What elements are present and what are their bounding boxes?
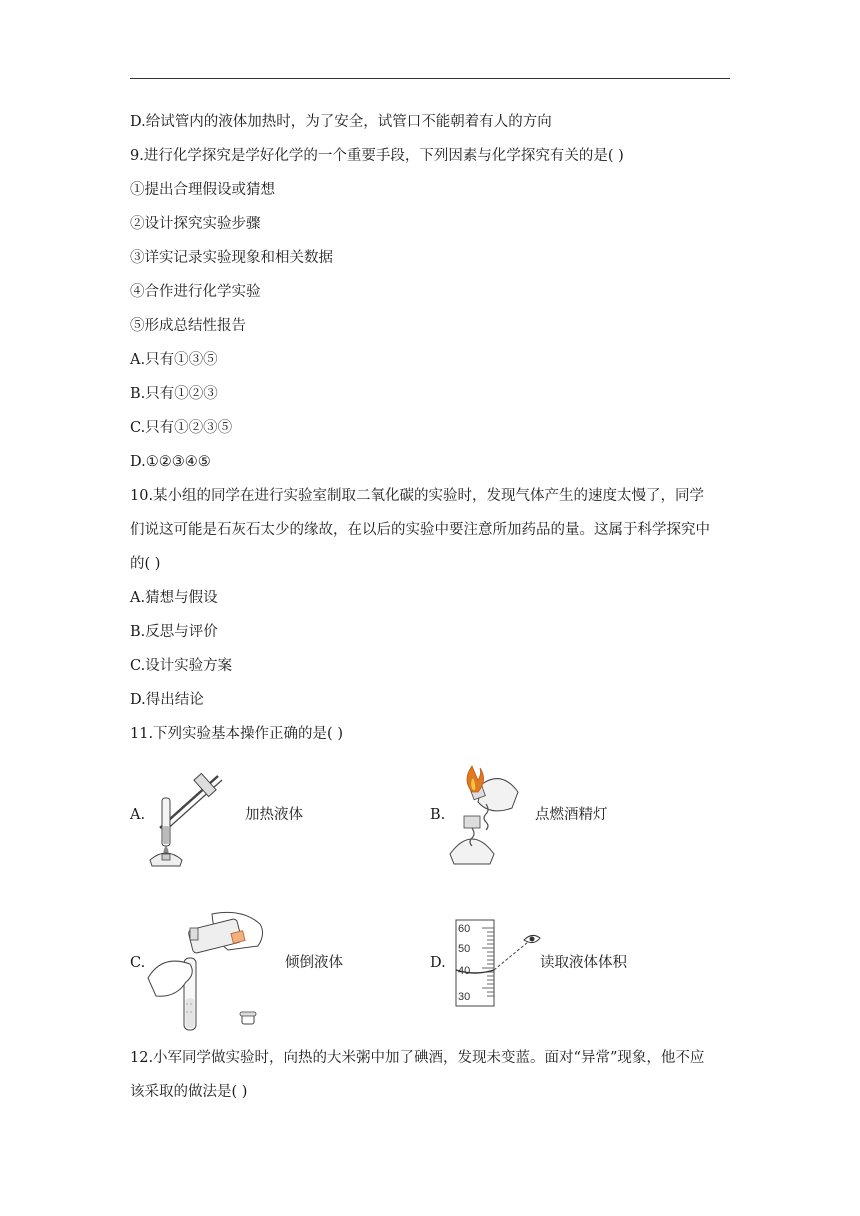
q12-stem-line-1: 12.小军同学做实验时，向热的大米粥中加了碘酒，发现未变蓝。面对“异常”现象，他不应: [130, 1050, 705, 1066]
q10-stem-line-2: 们说这可能是石灰石太少的缘故，在以后的实验中要注意所加药品的量。这属于科学探究中: [130, 522, 710, 538]
q10-option-a: A.猜想与假设: [130, 590, 218, 606]
q11-stem: 11.下列实验基本操作正确的是( ): [130, 726, 343, 742]
cylinder-tick-60: 60: [458, 923, 471, 935]
cylinder-tick-50: 50: [458, 943, 471, 955]
q9-item-1: ①提出合理假设或猜想: [130, 182, 275, 198]
q10-option-b: B.反思与评价: [130, 624, 218, 640]
q11-option-a-caption: 加热液体: [245, 807, 303, 823]
heating-liquid-figure: [140, 768, 240, 870]
q9-option-b: B.只有①②③: [130, 386, 218, 402]
q10-stem-line-3: 的( ): [130, 556, 161, 572]
q10-option-d: D.得出结论: [130, 692, 204, 708]
cylinder-tick-40: 40: [458, 965, 471, 977]
cylinder-tick-30: 30: [458, 991, 471, 1003]
q9-option-c: C.只有①②③⑤: [130, 420, 233, 436]
q11-option-d-caption: 读取液体体积: [540, 955, 627, 971]
q11-option-c-caption: 倾倒液体: [285, 955, 343, 971]
q12-stem-line-2: 该采取的做法是( ): [130, 1084, 248, 1100]
q11-option-c-letter: C.: [130, 955, 146, 971]
q9-item-5: ⑤形成总结性报告: [130, 318, 246, 334]
q9-item-2: ②设计探究实验步骤: [130, 216, 261, 232]
q11-option-a-letter: A.: [130, 807, 146, 823]
header-rule: [130, 78, 730, 79]
q9-stem: 9.进行化学探究是学好化学的一个重要手段，下列因素与化学探究有关的是( ): [130, 148, 624, 164]
graduated-cylinder-figure: [452, 918, 547, 1010]
q10-option-c: C.设计实验方案: [130, 658, 233, 674]
lighting-alcohol-lamp-figure: [442, 764, 532, 870]
q9-option-d: D.①②③④⑤: [130, 454, 211, 470]
pouring-liquid-figure: [146, 908, 270, 1032]
q9-item-3: ③详实记录实验现象和相关数据: [130, 250, 333, 266]
q10-stem-line-1: 10.某小组的同学在进行实验室制取二氧化碳的实验时，发现气体产生的速度太慢了，同学: [130, 488, 705, 504]
q8-option-d: D.给试管内的液体加热时，为了安全，试管口不能朝着有人的方向: [130, 114, 552, 130]
q9-option-a: A.只有①③⑤: [130, 352, 218, 368]
q9-item-4: ④合作进行化学实验: [130, 284, 261, 300]
q11-option-d-letter: D.: [430, 955, 446, 971]
q11-option-b-caption: 点燃酒精灯: [535, 807, 608, 823]
q11-option-b-letter: B.: [430, 807, 446, 823]
